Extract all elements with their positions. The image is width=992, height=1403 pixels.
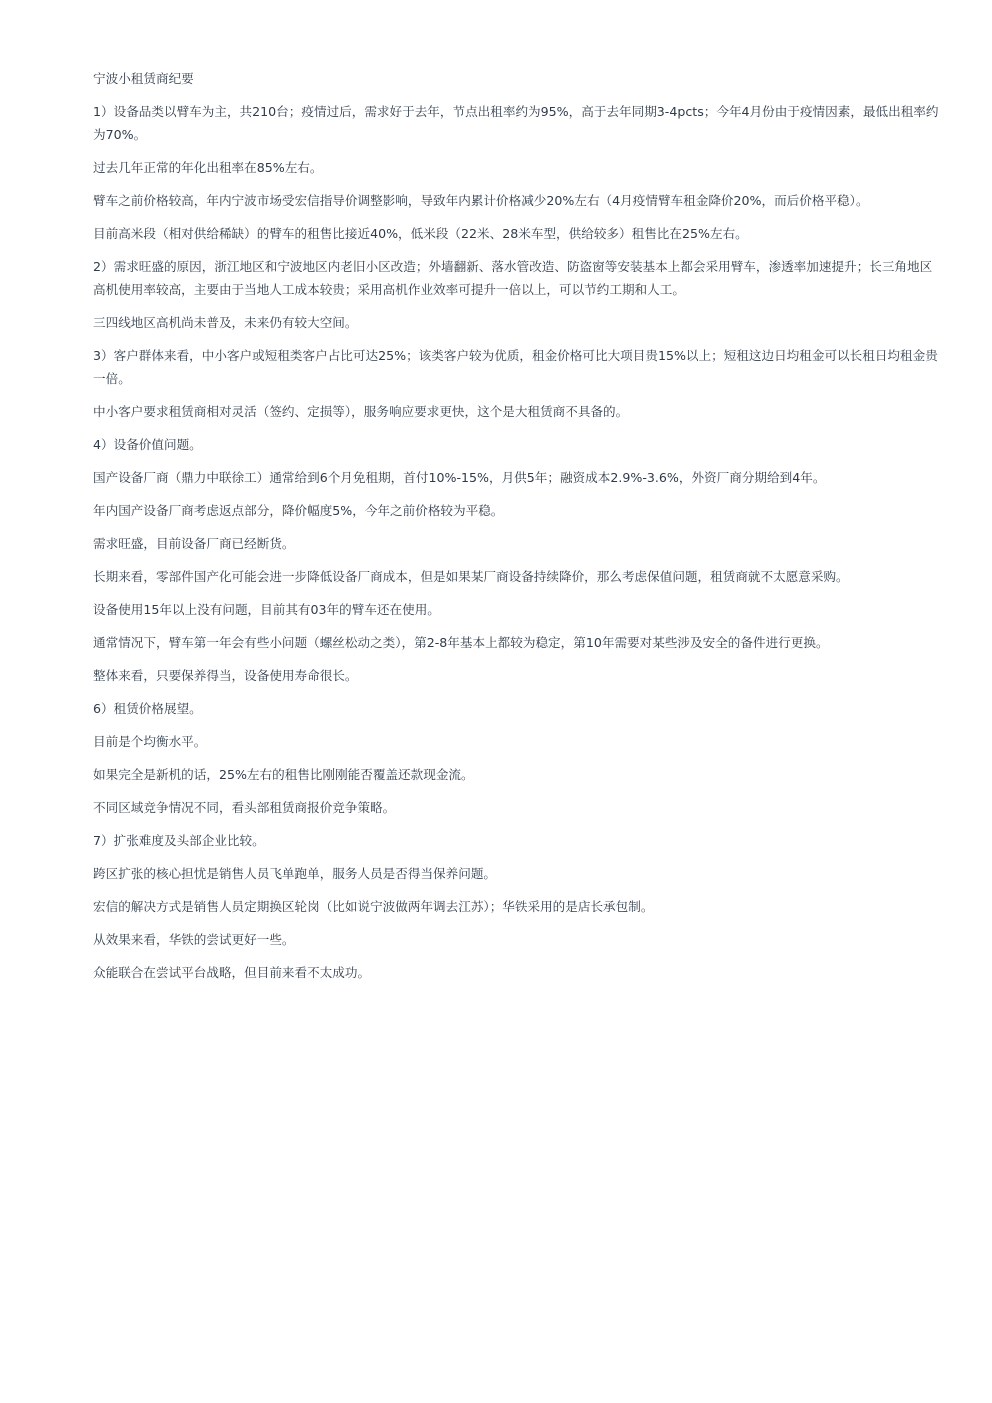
paragraph: 3）客户群体来看，中小客户或短租类客户占比可达25%；该类客户较为优质，租金价格可比大项目贵15%以上；短租这边日均租金可以长租日均租金贵一倍。: [93, 348, 938, 386]
paragraph: 臂车之前价格较高，年内宁波市场受宏信指导价调整影响，导致年内累计价格减少20%左右（4月疫情臂车租金降价20%，而后价格平稳）。: [93, 193, 869, 208]
paragraph: 年内国产设备厂商考虑返点部分，降价幅度5%，今年之前价格较为平稳。: [93, 503, 504, 518]
paragraph: 众能联合在尝试平台战略，但目前来看不太成功。: [93, 965, 371, 980]
section-heading: 6）租赁价格展望。: [93, 701, 202, 716]
paragraph: 跨区扩张的核心担忧是销售人员飞单跑单，服务人员是否得当保养问题。: [93, 866, 496, 881]
document-title: 宁波小租赁商纪要: [93, 71, 194, 86]
document-body: [93, 100, 943, 984]
paragraph: 国产设备厂商（鼎力中联徐工）通常给到6个月免租期，首付10%-15%，月供5年；融资成本2.9%-3.6%，外资厂商分期给到4年。: [93, 470, 826, 485]
paragraph: 三四线地区高机尚未普及，未来仍有较大空间。: [93, 315, 358, 330]
section-heading: 7）扩张难度及头部企业比较。: [93, 833, 265, 848]
paragraph: 中小客户要求租赁商相对灵活（签约、定损等），服务响应要求更快，这个是大租赁商不具备的。: [93, 404, 629, 419]
paragraph: 如果完全是新机的话，25%左右的租售比刚刚能否覆盖还款现金流。: [93, 767, 474, 782]
paragraph: 目前是个均衡水平。: [93, 734, 207, 749]
section-heading: 4）设备价值问题。: [93, 437, 202, 452]
paragraph: 1）设备品类以臂车为主，共210台；疫情过后，需求好于去年，节点出租率约为95%，高于去年同期3-4pcts；今年4月份由于疫情因素，最低出租率约为70%。: [93, 104, 939, 142]
paragraph: 设备使用15年以上没有问题，目前其有03年的臂车还在使用。: [93, 602, 440, 617]
paragraph: 过去几年正常的年化出租率在85%左右。: [93, 160, 323, 175]
paragraph: 从效果来看，华铁的尝试更好一些。: [93, 932, 295, 947]
paragraph: 长期来看，零部件国产化可能会进一步降低设备厂商成本，但是如果某厂商设备持续降价，那么考虑保值问题，租赁商就不太愿意采购。: [93, 569, 849, 584]
document-page: [93, 67, 943, 994]
paragraph: 宏信的解决方式是销售人员定期换区轮岗（比如说宁波做两年调去江苏）；华铁采用的是店长承包制。: [93, 899, 654, 914]
paragraph: 通常情况下，臂车第一年会有些小问题（螺丝松动之类），第2-8年基本上都较为稳定，第10年需要对某些涉及安全的备件进行更换。: [93, 635, 829, 650]
paragraph: 不同区域竞争情况不同，看头部租赁商报价竞争策略。: [93, 800, 396, 815]
paragraph: 2）需求旺盛的原因，浙江地区和宁波地区内老旧小区改造；外墙翻新、落水管改造、防盗窗等安装基本上都会采用臂车，渗透率加速提升；长三角地区高机使用率较高，主要由于当地人工成本较贵；采用高机作业效率可提升一倍以上，可以节约工期和人工。: [93, 259, 933, 297]
paragraph: 整体来看，只要保养得当，设备使用寿命很长。: [93, 668, 358, 683]
paragraph: 需求旺盛，目前设备厂商已经断货。: [93, 536, 295, 551]
paragraph: 目前高米段（相对供给稀缺）的臂车的租售比接近40%，低米段（22米、28米车型，供给较多）租售比在25%左右。: [93, 226, 748, 241]
